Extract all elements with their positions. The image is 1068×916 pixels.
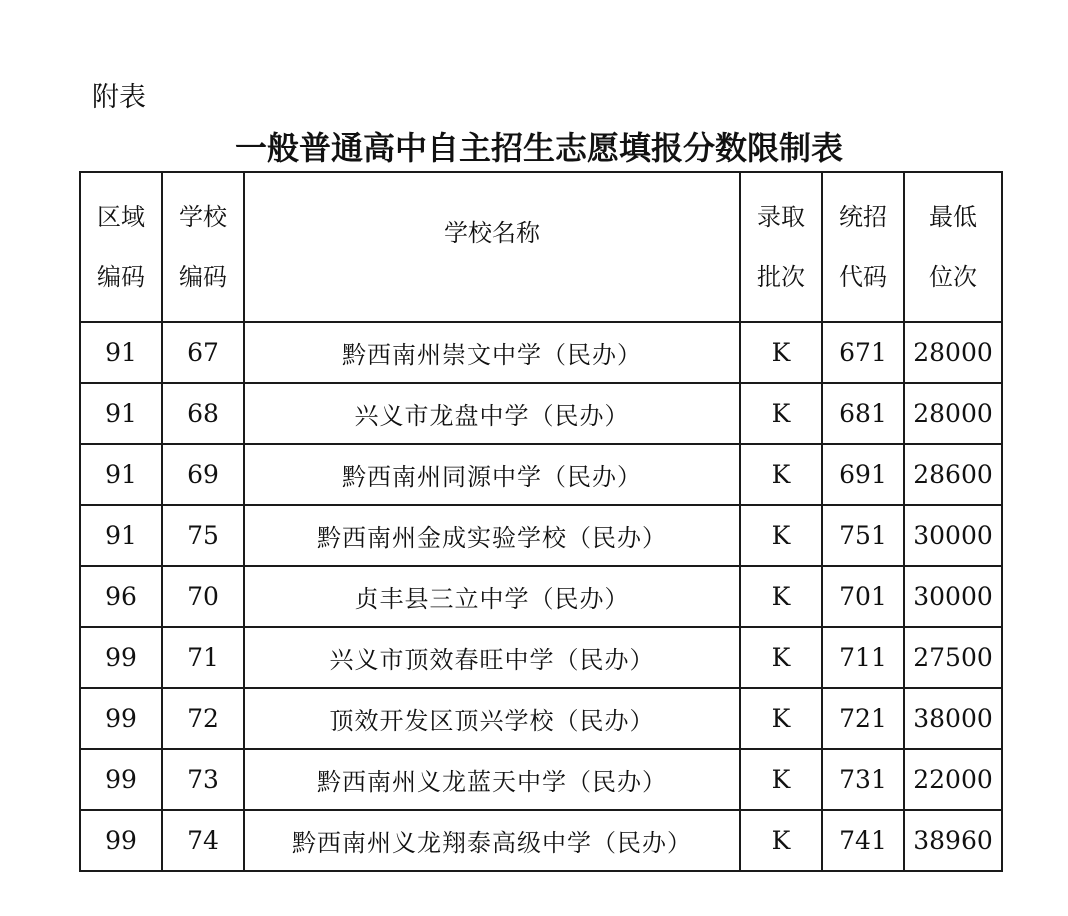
- cell-batch: K: [740, 627, 822, 688]
- cell-batch: K: [740, 322, 822, 383]
- cell-school-name: 顶效开发区顶兴学校（民办）: [244, 688, 740, 749]
- score-limit-table: [79, 171, 1003, 872]
- cell-min-rank: 30000: [904, 566, 1002, 627]
- cell-unified-code: 731: [822, 749, 904, 810]
- cell-region-code: 91: [80, 444, 162, 505]
- header-unified-code-line2: 代码: [839, 263, 887, 291]
- header-unified-code-line1: 统招: [839, 203, 887, 231]
- table-row: [80, 627, 1002, 688]
- cell-batch: K: [740, 383, 822, 444]
- cell-school-name: 黔西南州同源中学（民办）: [244, 444, 740, 505]
- cell-school-code: 73: [162, 749, 244, 810]
- header-unified-code: [822, 172, 904, 322]
- cell-min-rank: 22000: [904, 749, 1002, 810]
- table-row: [80, 566, 1002, 627]
- cell-school-name: 黔西南州崇文中学（民办）: [244, 322, 740, 383]
- cell-batch: K: [740, 505, 822, 566]
- cell-min-rank: 38000: [904, 688, 1002, 749]
- header-min-rank: [904, 172, 1002, 322]
- cell-batch: K: [740, 444, 822, 505]
- cell-school-code: 67: [162, 322, 244, 383]
- cell-region-code: 91: [80, 383, 162, 444]
- header-school-code-line1: 学校: [179, 203, 227, 231]
- cell-min-rank: 28600: [904, 444, 1002, 505]
- cell-min-rank: 27500: [904, 627, 1002, 688]
- cell-school-name: 黔西南州义龙蓝天中学（民办）: [244, 749, 740, 810]
- header-min-rank-line2: 位次: [929, 263, 977, 291]
- cell-unified-code: 701: [822, 566, 904, 627]
- header-school-code: [162, 172, 244, 322]
- header-batch: [740, 172, 822, 322]
- table-row: [80, 383, 1002, 444]
- cell-min-rank: 28000: [904, 383, 1002, 444]
- cell-school-code: 68: [162, 383, 244, 444]
- header-batch-line1: 录取: [757, 203, 805, 231]
- table-row: [80, 505, 1002, 566]
- cell-unified-code: 741: [822, 810, 904, 871]
- cell-region-code: 99: [80, 688, 162, 749]
- cell-school-name: 黔西南州义龙翔泰高级中学（民办）: [244, 810, 740, 871]
- cell-school-name: 兴义市顶效春旺中学（民办）: [244, 627, 740, 688]
- cell-unified-code: 751: [822, 505, 904, 566]
- cell-school-code: 69: [162, 444, 244, 505]
- annex-label: 附表: [92, 82, 146, 113]
- page-title: 一般普通高中自主招生志愿填报分数限制表: [234, 129, 843, 167]
- header-school-name: [244, 172, 740, 322]
- header-region-code: [80, 172, 162, 322]
- header-batch-line2: 批次: [757, 263, 805, 291]
- cell-batch: K: [740, 566, 822, 627]
- cell-school-name: 黔西南州金成实验学校（民办）: [244, 505, 740, 566]
- cell-unified-code: 711: [822, 627, 904, 688]
- cell-unified-code: 671: [822, 322, 904, 383]
- cell-region-code: 91: [80, 322, 162, 383]
- cell-school-code: 71: [162, 627, 244, 688]
- header-school-name-text: 学校名称: [444, 219, 540, 247]
- cell-unified-code: 721: [822, 688, 904, 749]
- cell-unified-code: 691: [822, 444, 904, 505]
- cell-region-code: 99: [80, 627, 162, 688]
- cell-unified-code: 681: [822, 383, 904, 444]
- cell-school-name: 贞丰县三立中学（民办）: [244, 566, 740, 627]
- header-school-code-line2: 编码: [179, 263, 227, 291]
- cell-region-code: 91: [80, 505, 162, 566]
- table-row: [80, 322, 1002, 383]
- cell-batch: K: [740, 749, 822, 810]
- cell-batch: K: [740, 688, 822, 749]
- cell-min-rank: 28000: [904, 322, 1002, 383]
- cell-region-code: 96: [80, 566, 162, 627]
- cell-min-rank: 38960: [904, 810, 1002, 871]
- cell-school-code: 74: [162, 810, 244, 871]
- table-row: [80, 810, 1002, 871]
- table-row: [80, 749, 1002, 810]
- header-region-code-line1: 区域: [97, 203, 145, 231]
- cell-region-code: 99: [80, 810, 162, 871]
- header-min-rank-line1: 最低: [929, 203, 977, 231]
- cell-school-code: 72: [162, 688, 244, 749]
- header-region-code-line2: 编码: [97, 263, 145, 291]
- cell-region-code: 99: [80, 749, 162, 810]
- table-row: [80, 444, 1002, 505]
- table-header-row: [80, 172, 1002, 322]
- cell-school-code: 75: [162, 505, 244, 566]
- cell-batch: K: [740, 810, 822, 871]
- cell-school-name: 兴义市龙盘中学（民办）: [244, 383, 740, 444]
- table-row: [80, 688, 1002, 749]
- cell-school-code: 70: [162, 566, 244, 627]
- cell-min-rank: 30000: [904, 505, 1002, 566]
